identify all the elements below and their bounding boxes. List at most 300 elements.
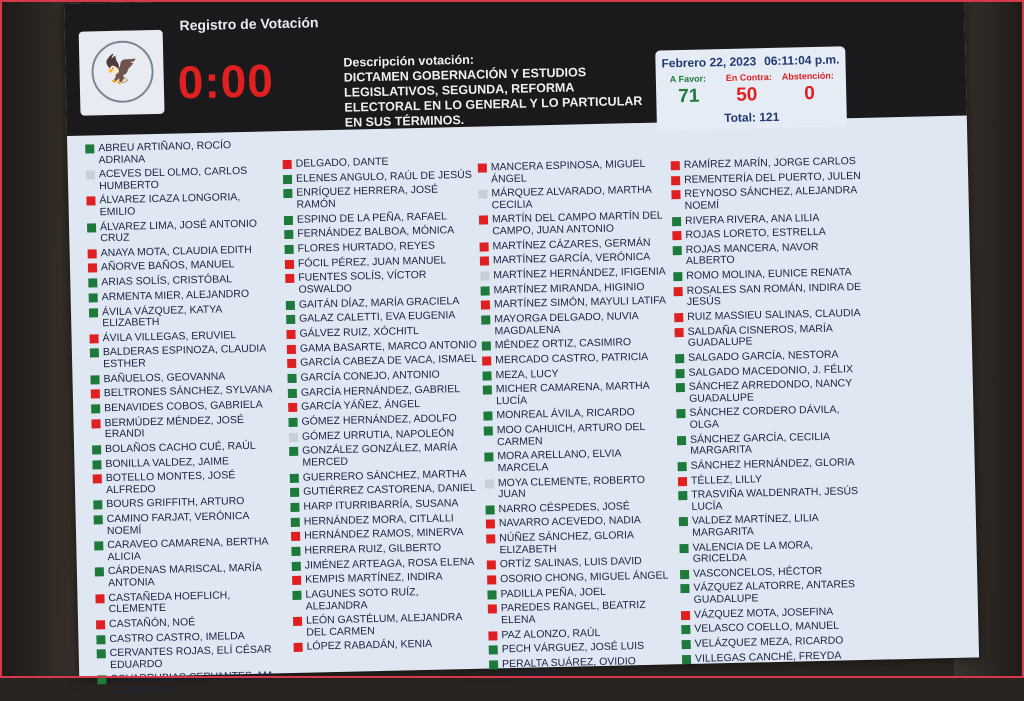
vote-indicator-favor (92, 445, 101, 454)
vote-indicator-contra (671, 176, 680, 185)
senator-vote-entry (88, 244, 278, 260)
senator-name: BOLAÑOS CACHO CUÉ, RAÚL (104, 439, 256, 455)
vote-indicator-contra (674, 287, 683, 296)
senator-name: RAMÍREZ MARÍN, JORGE CARLOS (683, 155, 857, 171)
senator-vote-entry (294, 638, 484, 654)
vote-indicator-favor (679, 517, 688, 526)
senator-name: CERVANTES ROJAS, ELÍ CÉSAR EDUARDO (109, 643, 272, 671)
senator-vote-entry (286, 310, 476, 326)
senator-vote-entry (674, 308, 864, 324)
vote-indicator-contra (287, 359, 296, 368)
senator-vote-entry (91, 399, 281, 415)
senator-vote-entry (285, 269, 475, 296)
vote-indicator-favor (483, 412, 492, 421)
senator-vote-entry (677, 431, 867, 458)
vote-indicator-contra (671, 161, 680, 170)
vote-indicator-favor (679, 544, 688, 553)
vote-indicator-favor (94, 515, 103, 524)
vote-indicator-favor (283, 189, 292, 198)
senator-column-2 (283, 155, 484, 657)
vote-indicator-favor (89, 293, 98, 302)
senator-name: BONILLA VALDEZ, JAIME (105, 454, 230, 470)
senator-name: BOTELLO MONTES, JOSÉ ALFREDO (105, 469, 236, 496)
vote-indicator-favor (291, 517, 300, 526)
senator-name: MOYA CLEMENTE, ROBERTO JUAN (497, 473, 646, 501)
vote-indicator-contra (487, 575, 496, 584)
vote-indicator-favor (681, 625, 690, 634)
vote-indicator-contra (285, 259, 294, 268)
vote-description (343, 49, 645, 131)
senator-name: SALGADO GARCÍA, NESTORA (688, 348, 839, 364)
senator-name: GALAZ CALETTI, EVA EUGENIA (299, 309, 456, 325)
senator-name: MARTÍNEZ CÁZARES, GERMÁN (492, 236, 651, 252)
vote-indicator-favor (682, 640, 691, 649)
vote-tally-panel (655, 46, 847, 130)
vote-indicator-contra (88, 264, 97, 273)
senator-name: MARTÍNEZ MIRANDA, HIGINIO (493, 280, 645, 296)
vote-indicator-favor (482, 342, 491, 351)
senator-name: ROMO MOLINA, EUNICE RENATA (686, 266, 852, 283)
senator-vote-entry (483, 381, 673, 408)
senator-name: ÁLVAREZ LIMA, JOSÉ ANTONIO CRUZ (99, 217, 258, 245)
senator-vote-entry (486, 529, 676, 556)
senator-name: SALDAÑA CISNEROS, MARÍA GUADALUPE (687, 322, 833, 350)
abst-count: 0 (803, 82, 816, 105)
senator-name: BERMÚDEZ MÉNDEZ, JOSÉ ERANDI (104, 413, 245, 441)
vote-indicator-contra (285, 274, 294, 283)
vote-indicator-contra (480, 242, 489, 251)
senator-vote-entry (680, 579, 870, 606)
senator-name: ÁVILA VILLEGAS, ERUVIEL (102, 328, 237, 344)
vote-indicator-favor (284, 230, 293, 239)
senator-name: MARTÍN DEL CAMPO MARTÍN DEL CAMPO, JUAN ANTONIO (491, 209, 663, 238)
vote-indicator-favor (92, 460, 101, 469)
vote-indicator-favor (481, 286, 490, 295)
vote-indicator-favor (288, 388, 297, 397)
vote-indicator-favor (286, 300, 295, 309)
senator-name: ROSALES SAN ROMÁN, INDIRA DE JESÚS (686, 280, 862, 309)
senator-name: RIVERA RIVERA, ANA LILIA (684, 211, 820, 227)
vote-indicator-contra (488, 631, 497, 640)
senator-name: OSORIO CHONG, MIGUEL ÁNGEL (500, 569, 669, 586)
senator-vote-entry (86, 192, 276, 219)
senator-name: GÓMEZ URRUTIA, NAPOLEÓN (301, 426, 455, 443)
senator-vote-entry (287, 369, 477, 385)
senator-name: PAREDES RANGEL, BEATRIZ ELENA (500, 599, 646, 627)
vote-indicator-contra (293, 617, 302, 626)
senator-name: VELASCO COELLO, MANUEL (694, 619, 840, 636)
senator-name: MÁRQUEZ ALVARADO, MARTHA CECILIA (491, 183, 652, 212)
senator-vote-entry (292, 556, 482, 572)
senator-name: GÁLVEZ RUIZ, XÓCHITL (299, 324, 420, 340)
senator-name: MERCADO CASTRO, PATRICIA (495, 350, 649, 367)
senator-vote-entry (487, 585, 677, 601)
senator-name: ARMENTA MIER, ALEJANDRO (101, 287, 250, 304)
favor-count: 71 (678, 85, 700, 108)
vote-indicator-contra (287, 344, 296, 353)
senator-vote-entry (672, 212, 862, 228)
vote-indicator-contra (283, 160, 292, 169)
senator-name: MANCERA ESPINOSA, MIGUEL ÁNGEL (490, 157, 646, 185)
vote-indicator-favor (283, 175, 292, 184)
senator-name: BALDERAS ESPINOZA, CLAUDIA ESTHER (102, 342, 266, 371)
senator-vote-entry (283, 155, 473, 171)
senator-vote-entry (674, 323, 864, 350)
senator-name: BOURS GRIFFITH, ARTURO (106, 495, 245, 511)
senator-vote-entry (481, 296, 671, 312)
vote-indicator-favor (675, 354, 684, 363)
senator-name: ENRÍQUEZ HERRERA, JOSÉ RAMÓN (296, 183, 439, 211)
senator-vote-entry (676, 404, 866, 431)
senator-name: MEZA, LUCY (495, 367, 559, 381)
senator-name: BENAVIDES COBOS, GABRIELA (104, 398, 263, 415)
senator-name: HERNÁNDEZ RAMOS, MINERVA (303, 526, 464, 542)
senator-name: ESPINO DE LA PEÑA, RAFAEL (296, 209, 448, 226)
vote-indicator-contra (86, 197, 95, 206)
senator-vote-entry (676, 378, 866, 405)
senator-vote-entry (97, 670, 287, 697)
senator-vote-entry (91, 414, 281, 441)
vote-indicator-abst (480, 271, 489, 280)
senator-name: ÁVILA VÁZQUEZ, KATYA ELIZABETH (101, 303, 222, 330)
vote-indicator-contra (486, 520, 495, 529)
senator-name: CASTAÑEDA HOEFLICH, CLEMENTE (108, 589, 231, 616)
senator-name: VÁZQUEZ MOTA, JOSEFINA (693, 605, 834, 621)
senator-vote-entry (675, 349, 865, 365)
vote-indicator-favor (284, 215, 293, 224)
senator-vote-entry (679, 538, 869, 565)
senator-name: MOO CAHUICH, ARTURO DEL CARMEN (496, 421, 646, 448)
vote-indicator-favor (93, 501, 102, 510)
senator-column-1 (85, 139, 288, 701)
senator-name: NAVARRO ACEVEDO, NADIA (498, 514, 641, 530)
senator-name: SALGADO MACEDONIO, J. FÉLIX (688, 362, 854, 379)
senator-name: COVARRUBIAS CERVANTES, MA. GUADALUPE (110, 669, 277, 697)
senator-name: SÁNCHEZ ARREDONDO, NANCY GUADALUPE (688, 377, 853, 405)
senator-vote-entry (97, 644, 287, 671)
vote-indicator-favor (94, 541, 103, 550)
vote-indicator-favor (90, 375, 99, 384)
senator-name: MONREAL ÁVILA, RICARDO (496, 406, 636, 422)
senator-name: BELTRONES SÁNCHEZ, SYLVANA (103, 383, 273, 400)
senator-vote-entry (678, 486, 868, 513)
senator-vote-entry (484, 448, 674, 475)
senator-name: SÁNCHEZ GARCÍA, CECILIA MARGARITA (689, 430, 830, 458)
vote-indicator-contra (291, 532, 300, 541)
senator-vote-entry (487, 570, 677, 586)
vote-indicator-favor (97, 676, 106, 685)
senator-name: BAÑUELOS, GEOVANNA (103, 370, 226, 385)
senator-name: VASCONCELOS, HÉCTOR (692, 564, 823, 580)
senator-name: CASTAÑÓN, NOÉ (108, 615, 196, 630)
senator-name: PADILLA PEÑA, JOEL (500, 585, 607, 600)
description-label: Descripción votación: (343, 52, 475, 70)
vote-indicator-favor (487, 590, 496, 599)
eagle-icon: 🦅 (103, 53, 140, 86)
abst-label: Abstención: (781, 70, 834, 82)
vote-indicator-favor (677, 436, 686, 445)
vote-indicator-favor (676, 409, 685, 418)
vote-indicator-abst (485, 479, 494, 488)
senator-name: LAGUNES SOTO RUÍZ, ALEJANDRA (305, 586, 419, 613)
senator-vote-entry (673, 241, 863, 268)
vote-indicator-contra (292, 576, 301, 585)
senator-name: REMENTERÍA DEL PUERTO, JULEN (684, 169, 861, 186)
senator-vote-entry (682, 635, 872, 651)
senator-vote-entry (483, 407, 673, 423)
senator-vote-entry (90, 344, 280, 371)
vote-indicator-favor (95, 568, 104, 577)
vote-indicator-contra (481, 301, 490, 310)
senator-name: ROJAS MANCERA, NAVOR ALBERTO (685, 240, 819, 268)
senator-name: FERNÁNDEZ BALBOA, MÓNICA (297, 224, 455, 241)
vote-indicator-contra (286, 330, 295, 339)
vote-indicator-contra (95, 594, 104, 603)
senator-name: TÉLLEZ, LILLY (690, 472, 763, 487)
senator-name: MARTÍNEZ SIMÓN, MAYULI LATIFA (493, 294, 667, 311)
senator-vote-entry (284, 225, 474, 241)
senator-column-4 (671, 156, 872, 669)
vote-indicator-abst (86, 171, 95, 180)
senator-vote-entry (481, 310, 671, 337)
senator-vote-entry (94, 536, 284, 563)
vote-indicator-favor (290, 473, 299, 482)
senator-name: ABREU ARTIÑANO, ROCÍO ADRIANA (98, 139, 232, 166)
senator-name: JIMÉNEZ ARTEAGA, ROSA ELENA (304, 555, 475, 572)
senator-name: GARCÍA CONEJO, ANTONIO (300, 368, 440, 384)
vote-indicator-contra (91, 419, 100, 428)
senator-vote-entry (87, 218, 277, 245)
senator-name: FUENTES SOLÍS, VÍCTOR OSWALDO (298, 269, 427, 296)
vote-indicator-contra (479, 216, 488, 225)
vote-indicator-contra (674, 313, 683, 322)
senator-name: ARIAS SOLÍS, CRISTÓBAL (101, 273, 233, 289)
senator-vote-entry (92, 455, 282, 471)
vote-indicator-favor (89, 308, 98, 317)
senator-name: ÁLVAREZ ICAZA LONGORIA, EMILIO (99, 191, 241, 219)
vote-indicator-favor (85, 144, 94, 153)
senator-vote-entry (673, 267, 863, 283)
senator-name: NÚÑEZ SÁNCHEZ, GLORIA ELIZABETH (499, 529, 634, 556)
vote-indicator-favor (289, 447, 298, 456)
senator-name: TRASVIÑA WALDENRATH, JESÚS LUCÍA (691, 485, 859, 513)
vote-indicator-favor (286, 315, 295, 324)
vote-indicator-contra (480, 257, 489, 266)
senator-name: MARTÍNEZ GARCÍA, VERÓNICA (492, 251, 651, 267)
vote-timer: 0:00 (177, 54, 275, 109)
senator-name: HARP ITURRIBARRÍA, SUSANA (303, 497, 459, 513)
vote-indicator-favor (483, 386, 492, 395)
vote-indicator-favor (680, 584, 689, 593)
senator-name: MARTÍNEZ HERNÁNDEZ, IFIGENIA (493, 265, 666, 282)
vote-indicator-contra (482, 356, 491, 365)
vote-indicator-contra (91, 390, 100, 399)
senator-vote-entry (681, 605, 871, 621)
senator-name: VILLEGAS CANCHÉ, FREYDA (694, 649, 842, 665)
senator-vote-entry (486, 515, 676, 531)
senator-name: NARRO CÉSPEDES, JOSÉ (498, 499, 630, 515)
vote-indicator-contra (487, 561, 496, 570)
vote-indicator-favor (484, 453, 493, 462)
senator-name: KEMPIS MARTÍNEZ, INDIRA (304, 570, 443, 587)
senator-name: GONZÁLEZ GONZÁLEZ, MARÍA MERCED (302, 441, 457, 469)
vote-indicator-abst (289, 432, 298, 441)
senator-name: CASTRO CASTRO, IMELDA (109, 629, 245, 645)
vote-indicator-favor (673, 246, 682, 255)
senator-vote-entry (485, 500, 675, 516)
vote-indicator-favor (292, 591, 301, 600)
vote-indicator-favor (482, 371, 491, 380)
vote-indicator-favor (676, 383, 685, 392)
contra-label: En Contra: (725, 71, 772, 84)
senator-name: SÁNCHEZ CORDERO DÁVILA, OLGA (689, 403, 840, 431)
vote-indicator-favor (673, 272, 682, 281)
senator-name: MICHER CAMARENA, MARTHA LUCÍA (495, 380, 650, 408)
senator-vote-entry (488, 600, 678, 627)
vote-indicator-contra (681, 611, 690, 620)
senator-vote-entry (93, 469, 283, 496)
vote-indicator-favor (484, 427, 493, 436)
senator-name: CARAVEO CAMARENA, BERTHA ALICIA (107, 535, 269, 563)
vote-indicator-favor (680, 570, 689, 579)
vote-indicator-favor (290, 488, 299, 497)
vote-indicator-contra (288, 403, 297, 412)
senator-name: GARCÍA HERNÁNDEZ, GABRIEL (300, 382, 461, 399)
senator-vote-entry (285, 240, 475, 256)
senator-name: ANAYA MOTA, CLAUDIA EDITH (100, 243, 252, 259)
senator-vote-entry (482, 351, 672, 367)
senator-name: DELGADO, DANTE (295, 155, 389, 170)
tally-time: 06:11:04 p.m. (763, 52, 840, 69)
senator-vote-entry (290, 498, 480, 514)
senator-vote-entry (283, 184, 473, 211)
senator-vote-entry (287, 354, 477, 370)
senator-name: GAITÁN DÍAZ, MARÍA GRACIELA (298, 294, 460, 311)
vote-indicator-favor (675, 369, 684, 378)
senator-vote-entry (86, 165, 276, 192)
vote-indicator-favor (489, 660, 498, 669)
vote-indicator-favor (672, 217, 681, 226)
vote-indicator-contra (294, 643, 303, 652)
senator-vote-entry (672, 226, 862, 242)
senator-vote-entry (96, 615, 286, 631)
vote-display-screen (64, 0, 979, 697)
senator-name: ORTÍZ SALINAS, LUIS DAVID (499, 555, 642, 571)
senator-vote-entry (293, 612, 483, 639)
senator-vote-entry (289, 442, 479, 469)
vote-indicator-contra (88, 249, 97, 258)
senator-vote-entry (291, 527, 481, 543)
senator-vote-entry (283, 169, 473, 185)
senator-vote-entry (488, 626, 678, 642)
senator-name: RUIZ MASSIEU SALINAS, CLAUDIA (687, 307, 861, 323)
senator-name: VELÁZQUEZ MEZA, RICARDO (694, 634, 844, 650)
senator-name: PECH VÁRGUEZ, JOSÉ LUIS (501, 640, 645, 656)
senator-vote-entry (288, 413, 478, 429)
senator-vote-entry (292, 586, 482, 613)
vote-indicator-contra (89, 334, 98, 343)
senator-name: CÁRDENAS MARISCAL, MARÍA ANTONIA (107, 562, 262, 590)
senator-vote-entry (88, 259, 278, 275)
senator-vote-entry (89, 288, 279, 304)
senator-name: PAZ ALONZO, RAÚL (501, 626, 601, 641)
senator-vote-entry (95, 589, 285, 616)
vote-indicator-favor (90, 349, 99, 358)
favor-label: A Favor: (669, 73, 707, 85)
vote-indicator-favor (88, 278, 97, 287)
description-text: DICTAMEN GOBERNACIÓN Y ESTUDIOS LEGISLATIVOS, SEGUNDA, REFORMA ELECTORAL EN LO GENERAL Y LO PARTICULAR EN SUS TÉRMINOS. (343, 65, 643, 130)
senator-name: ACEVES DEL OLMO, CARLOS HUMBERTO (98, 165, 248, 192)
vote-indicator-contra (671, 190, 680, 199)
vote-indicator-favor (485, 505, 494, 514)
vote-indicator-contra (678, 476, 687, 485)
vote-indicator-favor (87, 223, 96, 232)
senator-vote-entry (286, 325, 476, 341)
senator-vote-entry (674, 282, 864, 309)
vote-indicator-favor (287, 374, 296, 383)
senator-name: GARCÍA YÁÑEZ, ÁNGEL (301, 398, 421, 414)
total-count: Total: 121 (724, 109, 780, 126)
senator-name: HERRERA RUIZ, GILBERTO (304, 541, 442, 557)
senator-vote-entry (292, 571, 482, 587)
vote-indicator-favor (678, 491, 687, 500)
page-title: Registro de Votación (179, 14, 319, 34)
senator-name: AÑORVE BAÑOS, MANUEL (100, 258, 235, 274)
senator-vote-entry (95, 563, 285, 590)
vote-indicator-contra (488, 605, 497, 614)
senator-name: CAMINO FARJAT, VERÓNICA NOEMÍ (106, 510, 249, 537)
senator-vote-entry (291, 542, 481, 558)
vote-indicator-favor (96, 635, 105, 644)
senator-vote-entry (489, 655, 679, 682)
vote-indicator-favor (91, 404, 100, 413)
senator-vote-entry (679, 512, 869, 539)
vote-indicator-contra (93, 474, 102, 483)
senator-name: VALENCIA DE LA MORA, GRICELDA (692, 538, 814, 565)
senator-vote-entry (478, 185, 668, 212)
senator-name: GAMA BASARTE, MARCO ANTONIO (299, 338, 477, 355)
vote-indicator-favor (290, 503, 299, 512)
senator-vote-entry (678, 457, 868, 473)
senator-vote-entry (85, 139, 275, 166)
vote-indicator-contra (672, 231, 681, 240)
senator-name: REYNOSO SÁNCHEZ, ALEJANDRA NOEMÍ (684, 184, 857, 212)
senator-name: LÓPEZ RABADÁN, KENIA (306, 638, 433, 654)
vote-indicator-favor (678, 462, 687, 471)
senator-name: MAYORGA DELGADO, NUVIA MAGDALENA (494, 310, 639, 337)
senator-name: MORA ARELLANO, ELVIA MARCELA (497, 447, 622, 475)
senator-vote-entry (92, 440, 282, 456)
senator-name: GÓMEZ HERNÁNDEZ, ADOLFO (301, 412, 457, 428)
senator-vote-entry (89, 303, 279, 330)
senator-name: VÁZQUEZ ALATORRE, ANTARES GUADALUPE (693, 578, 856, 606)
senator-name: VALDEZ MARTÍNEZ, LILIA MARGARITA (691, 512, 819, 539)
senator-name: LEÓN GASTÉLUM, ALEJANDRA DEL CARMEN (305, 611, 462, 639)
senator-name: HERNÁNDEZ MORA, CITLALLI (303, 511, 454, 528)
senator-vote-entry (94, 510, 284, 537)
vote-indicator-contra (486, 534, 495, 543)
tally-date: Febrero 22, 2023 (661, 54, 757, 71)
senator-vote-entry (484, 421, 674, 448)
senator-vote-entry (671, 185, 861, 212)
senator-name: PERALTA SUÁREZ, OVIDIO SALVADOR (501, 655, 637, 682)
senator-vote-entry (682, 650, 872, 666)
senate-seal-logo (79, 30, 165, 116)
vote-indicator-favor (97, 649, 106, 658)
senator-vote-entry (478, 158, 668, 185)
vote-indicator-contra (478, 163, 487, 172)
senator-name: ELENES ANGULO, RAÚL DE JESÚS (295, 168, 472, 185)
